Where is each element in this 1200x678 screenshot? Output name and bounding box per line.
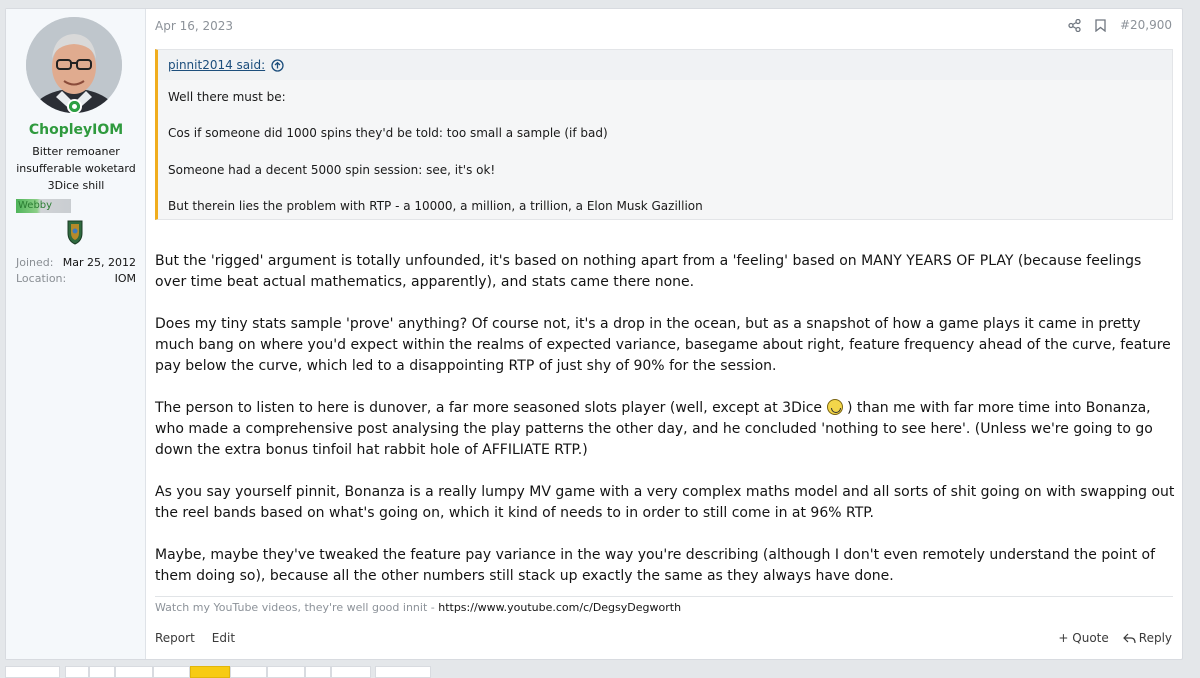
page-button[interactable] <box>331 666 371 678</box>
page-button[interactable] <box>305 666 331 678</box>
joined-value: Mar 25, 2012 <box>62 256 136 269</box>
post-date[interactable]: Apr 16, 2023 <box>155 19 234 33</box>
page-button-active[interactable] <box>190 666 230 678</box>
quote-line: But therein lies the problem with RTP - a 10000, a million, a trillion, a Elon Musk Gazillion <box>168 199 703 214</box>
post-footer-right <box>1058 631 1172 645</box>
location-label: Location: <box>16 272 67 285</box>
quote-block <box>155 49 1173 220</box>
page-button[interactable] <box>89 666 115 678</box>
page-button[interactable] <box>153 666 190 678</box>
paragraph-with-emoji <box>155 398 1175 461</box>
username[interactable]: ChopleyIOM <box>28 122 124 138</box>
signature-link[interactable]: https://www.youtube.com/c/DegsyDegworth <box>438 601 682 614</box>
quote-author-link[interactable]: pinnit2014 said: <box>168 58 266 72</box>
paragraph: But the 'rigged' argument is totally unfounded, it's based on nothing apart from a 'feeling' based on MANY YEARS OF PLAY (because feelings over time beat actual mathematics, apparently), and stats came there none. <box>155 253 1142 290</box>
forum-post <box>5 8 1183 660</box>
paragraph-part: The person to listen to here is dunover, a far more seasoned slots player (well, except at 3Dice <box>155 400 823 416</box>
page-button[interactable] <box>267 666 305 678</box>
arrow-up-circle-icon[interactable] <box>271 59 284 72</box>
online-status-icon <box>67 99 82 114</box>
quote-body <box>158 80 1172 215</box>
grin-emoji-icon <box>827 399 843 415</box>
quote-line: Someone had a decent 5000 spin session: see, it's ok! <box>168 162 496 177</box>
page-next-button[interactable] <box>375 666 431 678</box>
reply-arrow-icon <box>1123 633 1136 644</box>
signature-divider <box>155 596 1173 597</box>
report-button[interactable]: Report <box>155 631 195 645</box>
joined-label: Joined: <box>16 256 54 269</box>
reply-label: Reply <box>1138 631 1172 645</box>
page-button[interactable] <box>230 666 267 678</box>
pagination <box>0 666 1200 676</box>
quote-line: Cos if someone did 1000 spins they'd be told: too small a sample (if bad) <box>168 126 608 141</box>
edit-button[interactable]: Edit <box>211 631 236 645</box>
location-value: IOM <box>114 272 136 285</box>
signature-text: Watch my YouTube videos, they're well good innit - <box>155 601 439 614</box>
location-stat <box>16 271 136 286</box>
user-info-panel <box>6 9 146 659</box>
reply-button[interactable] <box>1123 631 1172 645</box>
quote-line: Well there must be: <box>168 90 286 104</box>
post-main <box>146 9 1182 659</box>
post-footer-left <box>155 631 235 645</box>
quote-button[interactable]: + Quote <box>1058 631 1109 645</box>
paragraph-part: ) than me with far more time into Bonanza, who made a comprehensive post analysing the play patterns the other day, and he concluded 'nothing to see here'. (Unless we're going to go down the extra bonus tinfoil hat rabbit hole of AFFILIATE RTP.) <box>155 400 1153 458</box>
page-button[interactable] <box>65 666 89 678</box>
user-title: Bitter remoaner insufferable woketard 3Dice shill <box>16 145 136 192</box>
user-banner: Webby <box>16 199 71 213</box>
bookmark-icon[interactable] <box>1095 19 1106 32</box>
quote-header <box>158 50 1172 80</box>
post-body <box>155 251 1175 608</box>
page-prev-button[interactable] <box>5 666 60 678</box>
paragraph: As you say yourself pinnit, Bonanza is a really lumpy MV game with a very complex maths model and all sorts of shit going on with swapping out the reel bands based on what's going on, which it kind of needs to in order to still come in at 96% RTP. <box>155 484 1175 521</box>
trophy-icon[interactable] <box>67 219 83 245</box>
signature <box>155 601 681 614</box>
paragraph: Does my tiny stats sample 'prove' anything? Of course not, it's a drop in the ocean, but as a snapshot of how a game plays it came in pretty much bang on where you'd expect within the realms of expected variance, basegame about right, feature frequency ahead of the curve, feature pay below the curve, which led to a disappointing RTP of just shy of 90% for the session. <box>155 316 1171 374</box>
page-button[interactable] <box>115 666 153 678</box>
post-number[interactable]: #20,900 <box>1119 18 1172 32</box>
joined-stat <box>16 255 136 270</box>
paragraph: Maybe, maybe they've tweaked the feature pay variance in the way you're describing (although I don't even remotely understand the point of them doing so), because all the other numbers still stack up exactly the same as they always have done. <box>155 547 1156 584</box>
share-icon[interactable] <box>1068 19 1081 32</box>
post-meta-actions <box>1068 18 1172 32</box>
